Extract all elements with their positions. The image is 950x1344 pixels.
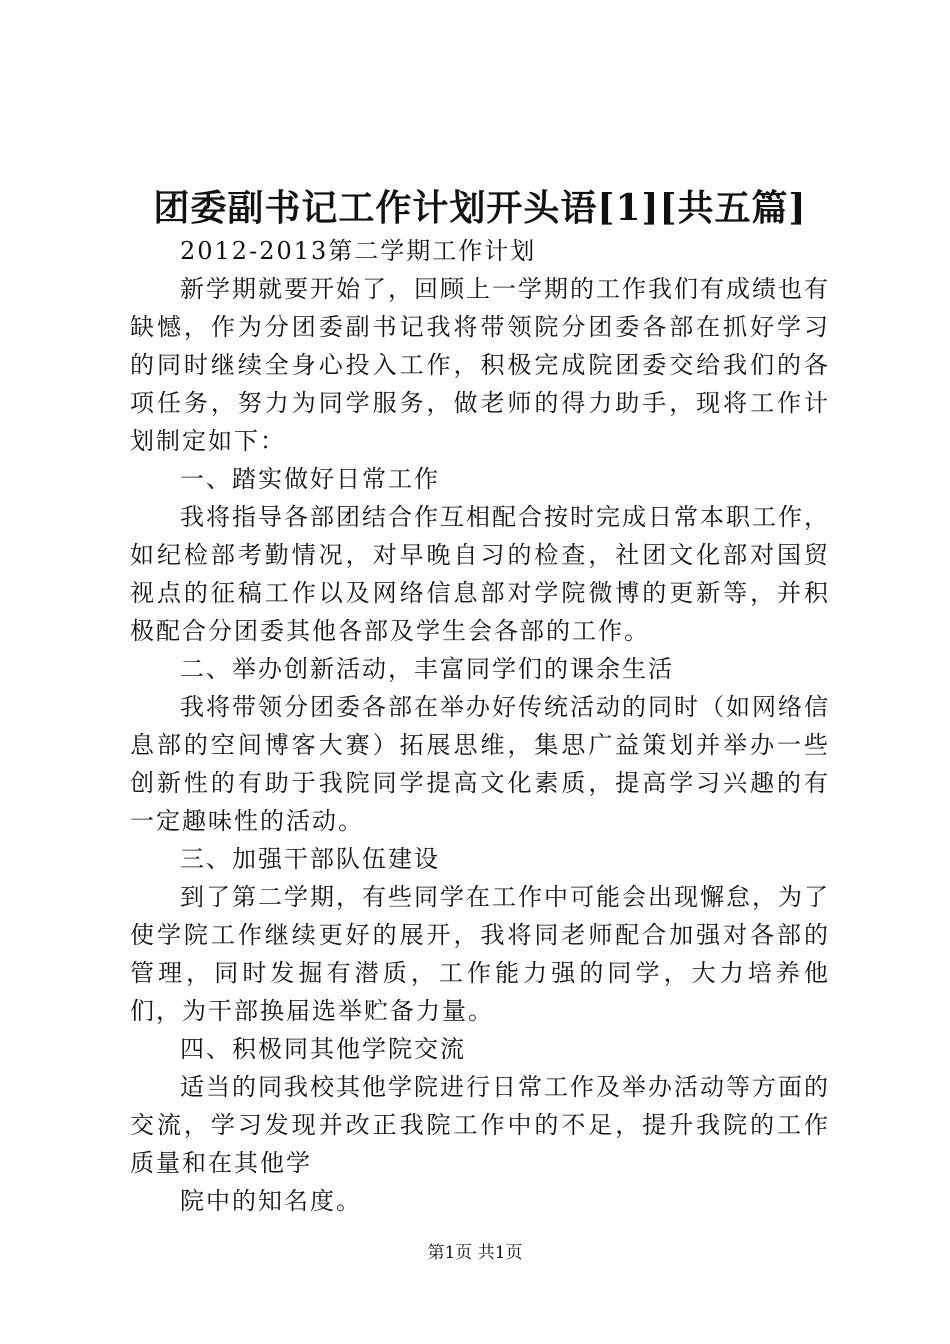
heading-section-2: 二、举办创新活动，丰富同学们的课余生活 [180, 655, 674, 683]
document-title: 团委副书记工作计划开头语[1][共五篇] [153, 187, 807, 229]
paragraph-section-2: 我将带领分团委各部在举办好传统活动的同时（如网络信息部的空间博客大赛）拓展思维，集思广益策划并举办一些创新性的有助于我院同学提高文化素质，提高学习兴趣的有一定趣味性的活动。 [130, 693, 830, 835]
document-body [130, 232, 830, 1220]
heading-section-1: 一、踏实做好日常工作 [180, 465, 440, 493]
paragraph-section-3: 到了第二学期，有些同学在工作中可能会出现懈怠，为了使学院工作继续更好的展开，我将同老师配合加强对各部的管理，同时发掘有潜质，工作能力强的同学，大力培养他们，为干部换届选举贮备力量。 [130, 883, 830, 1025]
paragraph-section-4-end: 院中的知名度。 [180, 1187, 362, 1215]
paragraph-section-4: 适当的同我校其他学院进行日常工作及举办活动等方面的交流，学习发现并改正我院工作中的不足，提升我院的工作质量和在其他学 [130, 1073, 830, 1177]
page-footer: 第1页 共1页 [427, 1243, 523, 1263]
paragraph-section-1: 我将指导各部团结合作互相配合按时完成日常本职工作，如纪检部考勤情况，对早晚自习的检查，社团文化部对国贸视点的征稿工作以及网络信息部对学院微博的更新等，并积极配合分团委其他各部及学生会各部的工作。 [130, 503, 830, 645]
heading-section-3: 三、加强干部队伍建设 [180, 845, 440, 873]
paragraph-semester-plan: 2012-2013第二学期工作计划 [180, 237, 537, 265]
heading-section-4: 四、积极同其他学院交流 [180, 1035, 466, 1063]
paragraph-intro: 新学期就要开始了，回顾上一学期的工作我们有成绩也有缺憾，作为分团委副书记我将带领院分团委各部在抓好学习的同时继续全身心投入工作，积极完成院团委交给我们的各项任务，努力为同学服务，做老师的得力助手，现将工作计划制定如下： [130, 275, 830, 455]
